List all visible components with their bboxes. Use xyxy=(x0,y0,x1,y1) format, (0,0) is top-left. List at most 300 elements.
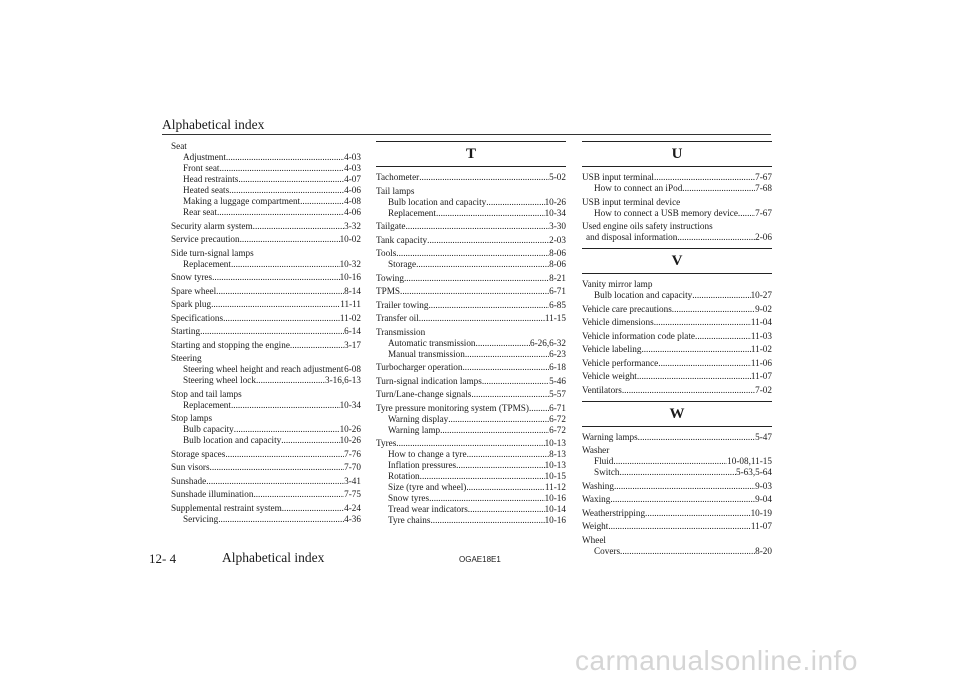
index-entry xyxy=(171,326,361,337)
index-entry-line xyxy=(171,313,361,324)
page-reference: 9-03 xyxy=(755,480,772,491)
entry-term: Spark plug xyxy=(171,299,212,309)
index-subentry xyxy=(171,364,361,375)
page-reference: 3-41 xyxy=(344,475,361,486)
dot-leader xyxy=(486,197,544,208)
page-reference: 9-04 xyxy=(755,494,772,504)
entry-term: Washing xyxy=(582,480,614,491)
entry-term: TPMS xyxy=(376,286,401,296)
entry-term: Tailgate xyxy=(376,221,406,231)
index-entry-line xyxy=(582,317,772,328)
page-reference: 11-07 xyxy=(750,521,772,531)
index-subentry xyxy=(582,290,772,301)
entry-term: Turn-signal indication lamps xyxy=(376,375,482,386)
index-heading-text: Stop and tail lamps xyxy=(171,388,242,399)
page-reference: 11-02 xyxy=(339,312,361,323)
dot-leader xyxy=(610,494,755,505)
page-reference: 6-72 xyxy=(549,413,566,424)
index-subentry xyxy=(171,400,361,411)
dot-leader xyxy=(400,286,549,297)
entry-term: Covers xyxy=(594,545,621,556)
page-reference: 10-34 xyxy=(339,399,361,410)
dot-leader xyxy=(467,449,550,460)
index-entry-line xyxy=(582,344,772,355)
page-reference: 10-32 xyxy=(339,258,361,269)
index-entry-line xyxy=(376,286,566,297)
dot-leader xyxy=(281,435,339,446)
dot-leader xyxy=(440,425,549,436)
page-reference: 11-07 xyxy=(750,371,772,381)
page-reference: 10-15 xyxy=(544,471,566,481)
entry-term: Tank capacity xyxy=(376,234,428,245)
index-heading-text: Vanity mirror lamp xyxy=(582,279,653,289)
index-subentry xyxy=(171,163,361,174)
dot-leader xyxy=(427,235,549,246)
page-reference: 3-16,6-13 xyxy=(325,375,361,385)
entry-term: Ventilators xyxy=(582,384,622,395)
index-subentry xyxy=(376,471,566,482)
index-heading-text: Tail lamps xyxy=(376,185,415,196)
page-reference: 10-16 xyxy=(544,493,566,503)
index-heading-text: Stop lamps xyxy=(171,413,213,423)
dot-leader xyxy=(210,462,345,473)
page-reference: 10-16 xyxy=(544,515,566,525)
index-entry-line xyxy=(582,304,772,315)
page-reference: 10-13 xyxy=(544,460,566,470)
entry-term: Manual transmission xyxy=(388,348,465,359)
entry-term: Size (tyre and wheel) xyxy=(388,482,467,492)
entry-term: Replacement xyxy=(183,258,231,269)
page-reference: 10-14 xyxy=(544,504,566,514)
page-reference: 4-03 xyxy=(344,152,361,162)
entry-term: Vehicle care precautions xyxy=(582,303,672,314)
index-entry xyxy=(582,358,772,369)
index-entry xyxy=(376,273,566,284)
index-entry-line xyxy=(582,481,772,492)
dot-leader xyxy=(620,546,755,557)
entry-term: Storage spaces xyxy=(171,448,226,459)
page-reference: 7-68 xyxy=(755,183,772,193)
entry-term: Vehicle performance xyxy=(582,357,659,368)
page-reference: 10-27 xyxy=(750,290,772,300)
page-reference: 10-08,11-15 xyxy=(727,456,772,466)
index-entry xyxy=(171,476,361,487)
section-letter-heading: W xyxy=(582,401,772,427)
index-subentry xyxy=(171,375,361,386)
entry-term: Sunshade xyxy=(171,475,207,486)
entry-term: Head restraints xyxy=(183,174,239,184)
dot-leader xyxy=(448,414,549,425)
entry-term: Tyres xyxy=(376,438,397,448)
index-column-3 xyxy=(582,141,772,558)
dot-leader xyxy=(622,385,755,396)
entry-term: Weight xyxy=(582,521,609,531)
entry-term: How to connect a USB memory device xyxy=(594,207,738,218)
dot-leader xyxy=(396,248,549,259)
index-heading-text: Transmission xyxy=(376,326,426,337)
index-entry-line xyxy=(376,313,566,324)
dot-leader xyxy=(436,208,545,219)
entry-term: Warning lamp xyxy=(388,424,441,435)
page-reference: 5-02 xyxy=(549,172,566,182)
entry-term: Rear seat xyxy=(183,207,217,217)
entry-term: Towing xyxy=(376,272,404,283)
index-entry-line xyxy=(376,248,566,259)
entry-term: Turn/Lane-change signals xyxy=(376,389,472,399)
page-reference: 2-06 xyxy=(755,232,772,242)
index-column-1 xyxy=(171,141,361,526)
page-reference: 4-08 xyxy=(344,196,361,206)
index-entry-line xyxy=(582,494,772,505)
entry-term: Sun visors xyxy=(171,462,210,472)
dot-leader xyxy=(637,371,751,382)
dot-leader xyxy=(430,515,544,526)
index-subentry xyxy=(376,460,566,471)
dot-leader xyxy=(282,503,344,514)
dot-leader xyxy=(216,286,344,297)
dot-leader xyxy=(416,259,549,270)
entry-term: and disposal information xyxy=(586,232,678,242)
index-subentry xyxy=(171,196,361,207)
dot-leader xyxy=(429,300,550,311)
index-subentry xyxy=(582,456,772,467)
entry-term: Fluid xyxy=(594,456,614,466)
dot-leader xyxy=(225,449,344,460)
page-reference: 4-07 xyxy=(344,174,361,184)
index-subentry xyxy=(376,482,566,493)
index-heading-text: Steering xyxy=(171,353,202,363)
index-entry-line xyxy=(171,326,361,337)
entry-term: Tools xyxy=(376,248,397,258)
index-subentry xyxy=(171,259,361,270)
page-reference: 9-02 xyxy=(755,303,772,314)
index-entry xyxy=(171,313,361,324)
index-entry xyxy=(171,489,361,500)
index-entry xyxy=(376,362,566,373)
dot-leader xyxy=(217,207,344,218)
index-heading-text: Side turn-signal lamps xyxy=(171,247,254,258)
dot-leader xyxy=(212,272,339,283)
entry-term: Making a luggage compartment xyxy=(183,196,301,206)
index-entry xyxy=(376,221,566,232)
entry-term: Spare wheel xyxy=(171,285,217,296)
dot-leader xyxy=(482,376,549,387)
index-subentry xyxy=(171,514,361,525)
index-entry-line xyxy=(171,286,361,297)
index-entry xyxy=(582,172,772,194)
dot-leader xyxy=(234,424,340,435)
entry-term: How to change a tyre xyxy=(388,449,467,459)
dot-leader xyxy=(638,432,756,443)
entry-term: Snow tyres xyxy=(171,272,213,282)
entry-term: Automatic transmission xyxy=(388,337,476,348)
index-entry-line xyxy=(582,172,772,183)
index-entry xyxy=(376,376,566,387)
index-entry-line xyxy=(582,385,772,396)
entry-term: Storage xyxy=(388,259,417,269)
index-entry xyxy=(376,186,566,219)
dot-leader xyxy=(738,208,755,219)
entry-term: Transfer oil xyxy=(376,313,419,323)
dot-leader xyxy=(218,514,344,525)
entry-term: Inflation pressures xyxy=(388,460,457,470)
entry-term: Bulb location and capacity xyxy=(388,196,487,207)
dot-leader xyxy=(645,508,751,519)
index-entry xyxy=(171,503,361,525)
index-entry-line xyxy=(582,358,772,369)
dot-leader xyxy=(238,174,344,185)
entry-term: Starting xyxy=(171,326,201,336)
index-entry xyxy=(171,413,361,446)
index-entry xyxy=(171,272,361,283)
index-column-2 xyxy=(376,141,566,527)
section-letter-heading: T xyxy=(376,141,566,167)
entry-term: Tyre chains xyxy=(388,515,431,525)
page-reference: 6-08 xyxy=(344,364,361,374)
page-reference: 8-21 xyxy=(549,272,566,283)
index-entry xyxy=(376,248,566,270)
dot-leader xyxy=(229,185,344,196)
index-entry xyxy=(582,535,772,557)
index-entry-line xyxy=(171,462,361,473)
index-entry-line xyxy=(171,340,361,351)
index-subentry xyxy=(376,449,566,460)
page-reference: 11-11 xyxy=(340,299,361,309)
page-reference: 7-75 xyxy=(344,489,361,499)
index-entry xyxy=(582,508,772,519)
page-reference: 6-18 xyxy=(549,362,566,372)
index-subentry xyxy=(171,424,361,435)
dot-leader xyxy=(420,471,545,482)
dot-leader xyxy=(529,403,549,414)
index-entry xyxy=(171,340,361,351)
index-entry xyxy=(582,371,772,382)
dot-leader xyxy=(405,221,549,232)
page-reference: 5-46 xyxy=(549,375,566,386)
entry-term: Steering wheel height and reach adjustment xyxy=(183,364,344,374)
entry-term: Replacement xyxy=(388,207,436,218)
index-subentry xyxy=(376,493,566,504)
index-entry xyxy=(171,141,361,218)
index-subentry xyxy=(582,183,772,194)
index-subentry xyxy=(376,349,566,360)
index-entry xyxy=(171,462,361,473)
entry-term: Warning lamps xyxy=(582,431,638,442)
index-subentry xyxy=(171,185,361,196)
dot-leader xyxy=(300,196,344,207)
page-reference: 8-06 xyxy=(549,259,566,269)
index-entry xyxy=(582,221,772,243)
index-subentry xyxy=(582,232,772,243)
page-reference: 6-14 xyxy=(344,326,361,336)
page-reference: 3-17 xyxy=(344,339,361,350)
dot-leader xyxy=(654,172,755,183)
index-entry xyxy=(171,353,361,386)
dot-leader xyxy=(658,358,751,369)
entry-term: Tyre pressure monitoring system (TPMS) xyxy=(376,402,529,413)
index-entry-line xyxy=(171,503,361,514)
index-entry-line xyxy=(376,376,566,387)
page-reference: 10-26 xyxy=(339,424,361,434)
page-reference: 11-02 xyxy=(750,344,772,354)
entry-term: Bulb capacity xyxy=(183,424,234,434)
page-reference: 6-71 xyxy=(549,402,566,413)
index-entry-line xyxy=(376,300,566,311)
entry-term: Service precaution xyxy=(171,234,240,244)
dot-leader xyxy=(608,521,751,532)
entry-term: Weatherstripping xyxy=(582,507,646,518)
index-entry-line xyxy=(171,221,361,232)
index-subentry xyxy=(582,546,772,557)
dot-leader xyxy=(468,504,545,515)
index-entry xyxy=(582,331,772,342)
index-entry xyxy=(376,172,566,183)
page-reference: 7-67 xyxy=(755,172,772,182)
index-entry-line xyxy=(376,403,566,414)
page-reference: 11-04 xyxy=(750,317,772,327)
page-reference: 4-24 xyxy=(344,502,361,513)
index-entry-line xyxy=(376,235,566,246)
index-entry xyxy=(582,481,772,492)
page-reference: 11-15 xyxy=(544,313,566,323)
index-entry-line xyxy=(171,299,361,310)
index-entry xyxy=(376,389,566,400)
page-reference: 10-13 xyxy=(544,438,566,448)
entry-term: Snow tyres xyxy=(388,493,430,503)
page-reference: 10-34 xyxy=(544,207,566,218)
dot-leader xyxy=(429,493,544,504)
page-reference: 2-03 xyxy=(549,234,566,245)
dot-leader xyxy=(240,234,340,245)
dot-leader xyxy=(682,183,755,194)
index-subentry xyxy=(171,174,361,185)
index-entry xyxy=(582,385,772,396)
page-reference: 6-23 xyxy=(549,348,566,359)
index-subentry xyxy=(582,467,772,478)
entry-term: Specifications xyxy=(171,312,224,323)
index-entry-line xyxy=(376,438,566,449)
dot-leader xyxy=(672,304,755,315)
dot-leader xyxy=(206,476,344,487)
dot-leader xyxy=(256,375,325,386)
index-entry xyxy=(376,300,566,311)
dot-leader xyxy=(253,221,345,232)
index-heading-text: Seat xyxy=(171,141,187,151)
index-heading-text: USB input terminal device xyxy=(582,196,681,207)
page-reference: 5-57 xyxy=(549,389,566,399)
index-subentry xyxy=(376,208,566,219)
entry-term: Supplemental restraint system xyxy=(171,502,282,513)
index-subentry xyxy=(376,338,566,349)
index-subentry xyxy=(376,414,566,425)
page-reference: 5-47 xyxy=(755,431,772,442)
index-entry xyxy=(582,304,772,315)
index-subentry xyxy=(376,504,566,515)
index-entry xyxy=(582,445,772,478)
page-reference: 6-85 xyxy=(549,299,566,310)
index-entry xyxy=(376,286,566,297)
entry-term: Trailer towing xyxy=(376,299,429,310)
section-letter-heading: U xyxy=(582,141,772,167)
dot-leader xyxy=(253,489,344,500)
entry-term: How to connect an iPod xyxy=(594,183,683,193)
index-entry-line xyxy=(582,432,772,443)
index-entry-line xyxy=(171,476,361,487)
page-reference: 6-71 xyxy=(549,286,566,296)
index-entry-line xyxy=(582,371,772,382)
index-entry xyxy=(171,248,361,270)
index-entry-line xyxy=(582,521,772,532)
entry-term: Switch xyxy=(594,467,620,477)
index-entry xyxy=(376,403,566,436)
index-entry-line xyxy=(171,449,361,460)
page-reference: 4-03 xyxy=(344,163,361,173)
page-reference: 6-72 xyxy=(549,424,566,435)
header-rule xyxy=(162,134,771,135)
dot-leader xyxy=(641,344,750,355)
page-reference: 11-06 xyxy=(750,357,772,368)
entry-term: Tread wear indicators xyxy=(388,504,468,514)
entry-term: Tachometer xyxy=(376,172,420,182)
entry-term: Warning display xyxy=(388,413,449,424)
index-entry-line xyxy=(171,489,361,500)
page-reference: 10-26 xyxy=(544,196,566,207)
index-entry xyxy=(582,494,772,505)
page-reference: 7-67 xyxy=(755,207,772,218)
entry-term: Vehicle dimensions xyxy=(582,317,654,327)
entry-term: Vehicle labeling xyxy=(582,344,642,354)
dot-leader xyxy=(695,331,751,342)
page-reference: 4-06 xyxy=(344,185,361,195)
page-reference: 7-70 xyxy=(344,462,361,472)
entry-term: Servicing xyxy=(183,513,219,524)
page-reference: 3-30 xyxy=(549,221,566,231)
dot-leader xyxy=(466,482,545,493)
index-entry xyxy=(582,317,772,328)
entry-term: USB input terminal xyxy=(582,172,654,182)
index-entry-line xyxy=(171,234,361,245)
index-entry-line xyxy=(582,508,772,519)
dot-leader xyxy=(456,460,544,471)
page-reference: 3-32 xyxy=(344,220,361,231)
index-entry xyxy=(171,234,361,245)
dot-leader xyxy=(226,152,344,163)
entry-term: Bulb location and capacity xyxy=(183,435,282,445)
dot-leader xyxy=(211,299,340,310)
index-subentry xyxy=(376,425,566,436)
index-entry-line xyxy=(376,172,566,183)
index-entry xyxy=(376,438,566,526)
dot-leader xyxy=(419,172,549,183)
dot-leader xyxy=(223,313,340,324)
index-entry-line xyxy=(376,362,566,373)
index-entry xyxy=(171,299,361,310)
entry-term: Sunshade illumination xyxy=(171,489,254,499)
dot-leader xyxy=(220,163,345,174)
index-subentry xyxy=(376,515,566,526)
index-subentry xyxy=(582,208,772,219)
page-reference: 10-02 xyxy=(339,234,361,244)
index-entry xyxy=(171,449,361,460)
page-reference: 7-76 xyxy=(344,448,361,459)
entry-term: Security alarm system xyxy=(171,220,253,231)
entry-term: Vehicle information code plate xyxy=(582,330,696,341)
index-entry xyxy=(171,389,361,411)
entry-term: Starting and stopping the engine xyxy=(171,339,290,350)
page-reference: 10-26 xyxy=(339,435,361,445)
entry-term: Front seat xyxy=(183,163,220,173)
section-letter-heading: V xyxy=(582,248,772,274)
